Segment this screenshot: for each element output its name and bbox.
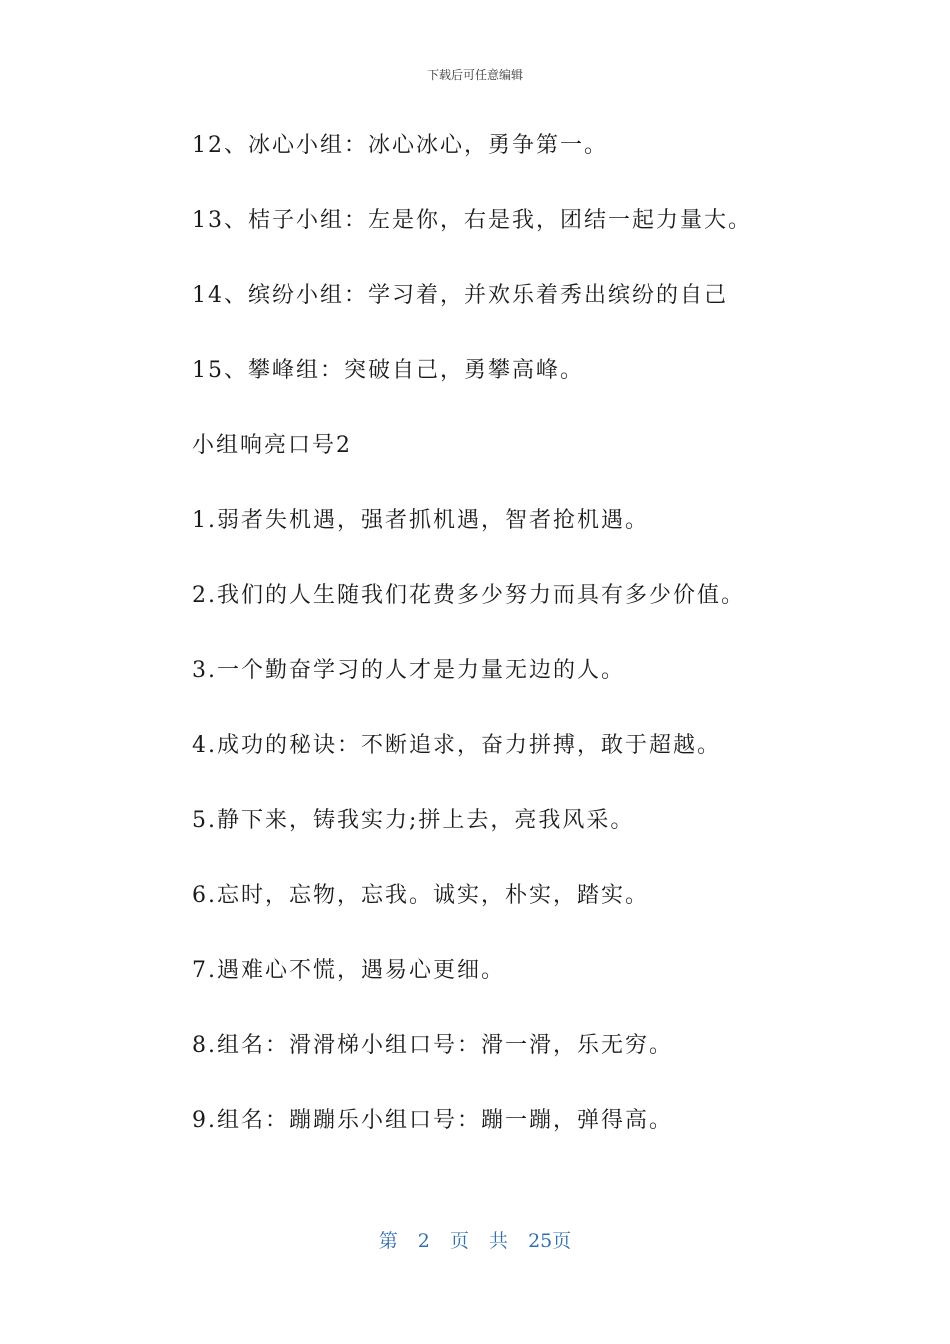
footer-total-label: 共 bbox=[489, 1230, 509, 1252]
text-line: 4.成功的秘诀：不断追求，奋力拼搏，敢于超越。 bbox=[192, 733, 721, 758]
text-line: 3.一个勤奋学习的人才是力量无边的人。 bbox=[192, 658, 625, 683]
footer-unit-label: 页 bbox=[449, 1230, 469, 1252]
page-header: 下载后可任意编辑 bbox=[426, 68, 523, 82]
text-line: 13、桔子小组：左是你，右是我，团结一起力量大。 bbox=[192, 208, 752, 233]
text-line: 5.静下来，铸我实力;拼上去，亮我风采。 bbox=[192, 808, 635, 833]
footer-total-pages: 25页 bbox=[528, 1230, 572, 1252]
text-line: 9.组名：蹦蹦乐小组口号：蹦一蹦，弹得高。 bbox=[192, 1108, 673, 1133]
document-body bbox=[192, 127, 892, 1177]
text-line: 6.忘时，忘物，忘我。诚实，朴实，踏实。 bbox=[192, 883, 649, 908]
text-line: 14、缤纷小组：学习着，并欢乐着秀出缤纷的自己 bbox=[192, 283, 728, 308]
text-line: 1.弱者失机遇，强者抓机遇，智者抢机遇。 bbox=[192, 508, 649, 533]
text-line: 12、冰心小组：冰心冰心，勇争第一。 bbox=[192, 133, 608, 158]
text-line: 15、攀峰组：突破自己，勇攀高峰。 bbox=[192, 358, 584, 383]
section-heading: 小组响亮口号2 bbox=[192, 433, 352, 458]
page-footer bbox=[0, 1226, 950, 1253]
text-line: 8.组名：滑滑梯小组口号：滑一滑，乐无穷。 bbox=[192, 1033, 673, 1058]
text-line: 2.我们的人生随我们花费多少努力而具有多少价值。 bbox=[192, 583, 745, 608]
footer-page-label: 第 bbox=[378, 1230, 398, 1252]
footer-current-page: 2 bbox=[417, 1230, 430, 1252]
text-line: 7.遇难心不慌，遇易心更细。 bbox=[192, 958, 505, 983]
